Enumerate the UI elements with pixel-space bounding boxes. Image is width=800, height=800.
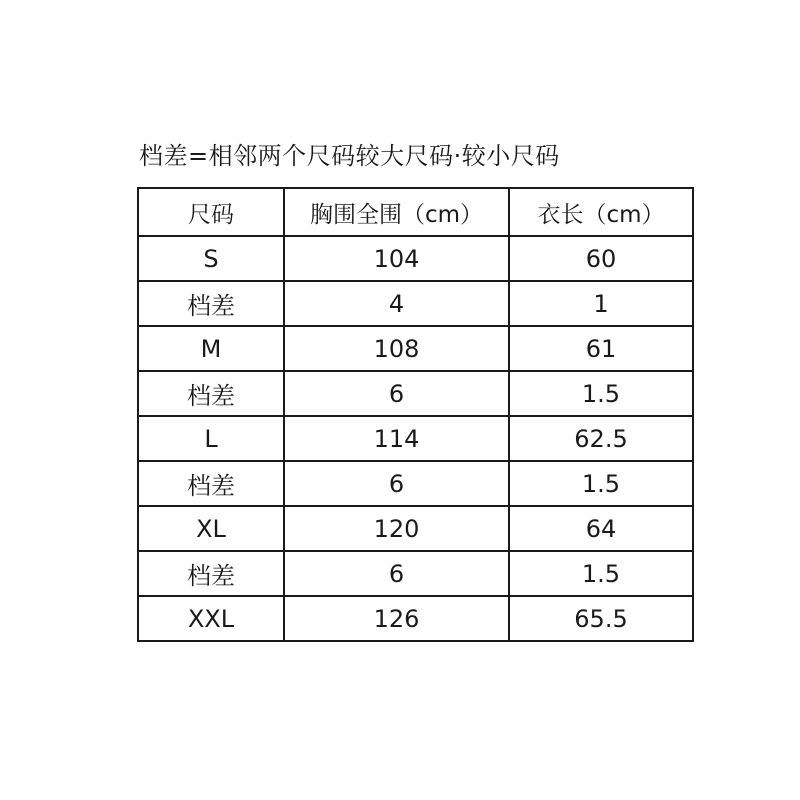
size-cell: M (138, 326, 284, 371)
chest-cell: 4 (284, 281, 509, 326)
size-chart-table (137, 187, 694, 642)
chest-cell: 104 (284, 236, 509, 281)
header-size: 尺码 (138, 188, 284, 236)
size-cell: XL (138, 506, 284, 551)
chest-cell: 6 (284, 461, 509, 506)
size-cell: 档差 (138, 371, 284, 416)
table-row (138, 371, 693, 416)
size-cell: 档差 (138, 461, 284, 506)
table-row (138, 551, 693, 596)
table-row (138, 416, 693, 461)
table-row (138, 596, 693, 641)
length-cell: 1.5 (509, 371, 693, 416)
length-cell: 1.5 (509, 551, 693, 596)
length-cell: 61 (509, 326, 693, 371)
size-cell: S (138, 236, 284, 281)
size-cell: L (138, 416, 284, 461)
header-row (138, 188, 693, 236)
chest-cell: 114 (284, 416, 509, 461)
length-cell: 64 (509, 506, 693, 551)
length-cell: 1.5 (509, 461, 693, 506)
size-cell: XXL (138, 596, 284, 641)
size-difference-note: 档差=相邻两个尺码较大尺码·较小尺码 (139, 142, 560, 170)
table-row (138, 236, 693, 281)
table-row (138, 281, 693, 326)
length-cell: 60 (509, 236, 693, 281)
length-cell: 65.5 (509, 596, 693, 641)
size-cell: 档差 (138, 551, 284, 596)
chest-cell: 126 (284, 596, 509, 641)
table-row (138, 461, 693, 506)
table-row (138, 506, 693, 551)
size-cell: 档差 (138, 281, 284, 326)
header-chest: 胸围全围（cm） (284, 188, 509, 236)
chest-cell: 120 (284, 506, 509, 551)
header-length: 衣长（cm） (509, 188, 693, 236)
chest-cell: 108 (284, 326, 509, 371)
length-cell: 62.5 (509, 416, 693, 461)
chest-cell: 6 (284, 551, 509, 596)
length-cell: 1 (509, 281, 693, 326)
chest-cell: 6 (284, 371, 509, 416)
table-row (138, 326, 693, 371)
